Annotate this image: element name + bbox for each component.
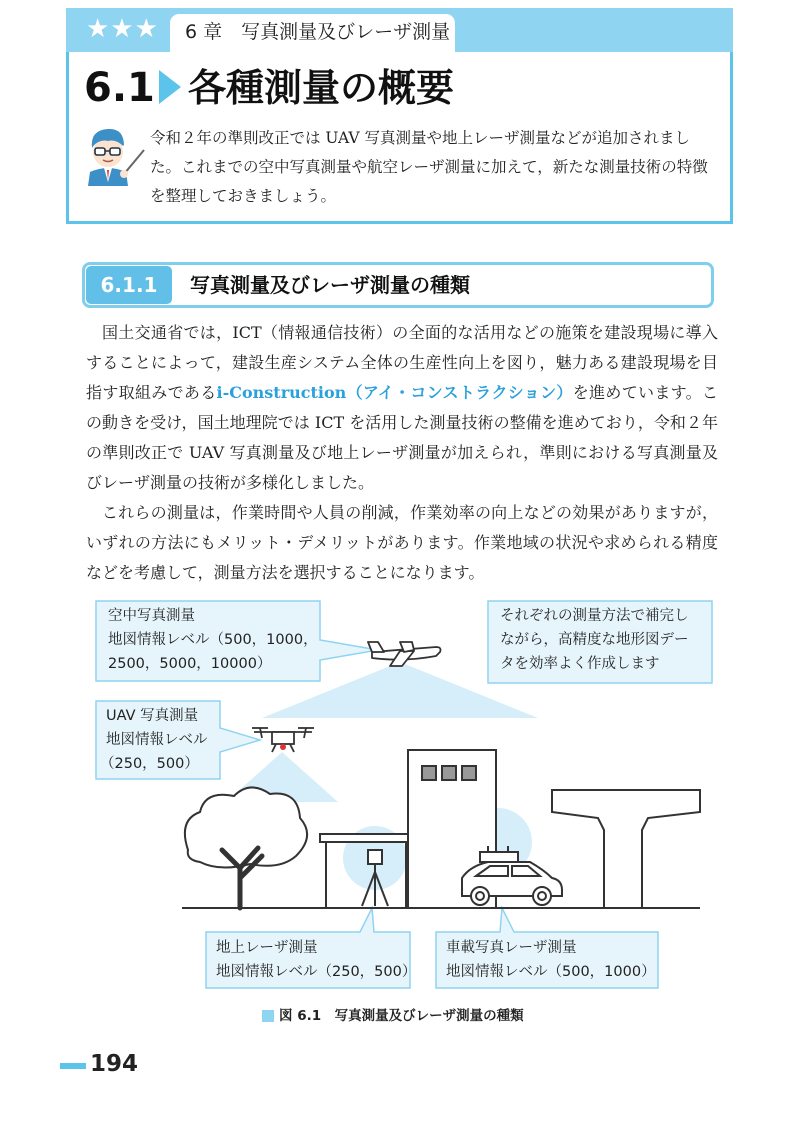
page-number: 194 — [90, 1051, 139, 1077]
paragraph-1-part-b: を進めています。この動きを受け，国土地理院では ICT を活用した測量技術の整備を進めており，令和２年の準則改正で UAV 写真測量及び地上レーザ測量が加えられ，準則における写真測量及びレーザ測量の技術が多様化しました。 — [86, 383, 718, 492]
note-line-2: ながら，高精度な地形図デー — [500, 632, 689, 648]
subsection-title: 写真測量及びレーザ測量の種類 — [190, 273, 470, 297]
airplane-icon — [368, 642, 441, 666]
intro-text: 令和２年の準則改正では UAV 写真測量や地上レーザ測量などが追加されました。これまでの空中写真測量や航空レーザ測量に加えて，新たな測量技術の特徴を整理しておきましょう。 — [150, 129, 708, 205]
aerial-title: 空中写真測量 — [108, 608, 195, 624]
uav-line-2: （250，500） — [100, 756, 199, 772]
elevated-pier-icon — [552, 790, 700, 908]
tree-icon — [185, 787, 307, 908]
aerial-line-1: 地図情報レベル（500，1000， — [108, 632, 318, 648]
ground-line-1: 地図情報レベル（250，500） — [216, 964, 417, 980]
note-line-1: それぞれの測量方法で補完し — [500, 608, 689, 624]
section-title: 各種測量の概要 — [188, 66, 455, 110]
caption-marker — [262, 1010, 274, 1022]
aerial-line-2: 2500，5000，10000） — [108, 656, 272, 672]
vehicle-line-1: 地図情報レベル（500，1000） — [446, 964, 656, 980]
page-number-bar — [60, 1063, 86, 1069]
i-construction-highlight: i-Construction（アイ・コンストラクション） — [216, 383, 573, 402]
chapter-title: 6 章 写真測量及びレーザ測量 — [185, 21, 451, 43]
uav-title: UAV 写真測量 — [106, 708, 199, 724]
ground-title: 地上レーザ測量 — [216, 940, 318, 956]
uav-line-1: 地図情報レベル — [106, 732, 208, 748]
figure-caption: 図 6.1 写真測量及びレーザ測量の種類 — [279, 1008, 524, 1024]
paragraph-2: これらの測量は，作業時間や人員の削減，作業効率の向上などの効果がありますが，いずれの方法にもメリット・デメリットがあります。作業地域の状況や求められる精度などを考慮して，測量方法を選択することになります。 — [86, 503, 718, 582]
subsection-number: 6.1.1 — [100, 273, 158, 297]
difficulty-stars: ★★★ — [86, 14, 159, 44]
note-line-3: タを効率よく作成します — [500, 656, 660, 672]
paragraph-1-part-a: 国土交通省では，ICT（情報通信技術）の全面的な活用などの施策を建設現場に導入することによって，建設生産システム全体の生産性向上を図り，魅力ある建設現場を目指す取組みである — [86, 323, 718, 402]
vehicle-title: 車載写真レーザ測量 — [446, 940, 577, 956]
section-number: 6.1 — [84, 65, 155, 111]
